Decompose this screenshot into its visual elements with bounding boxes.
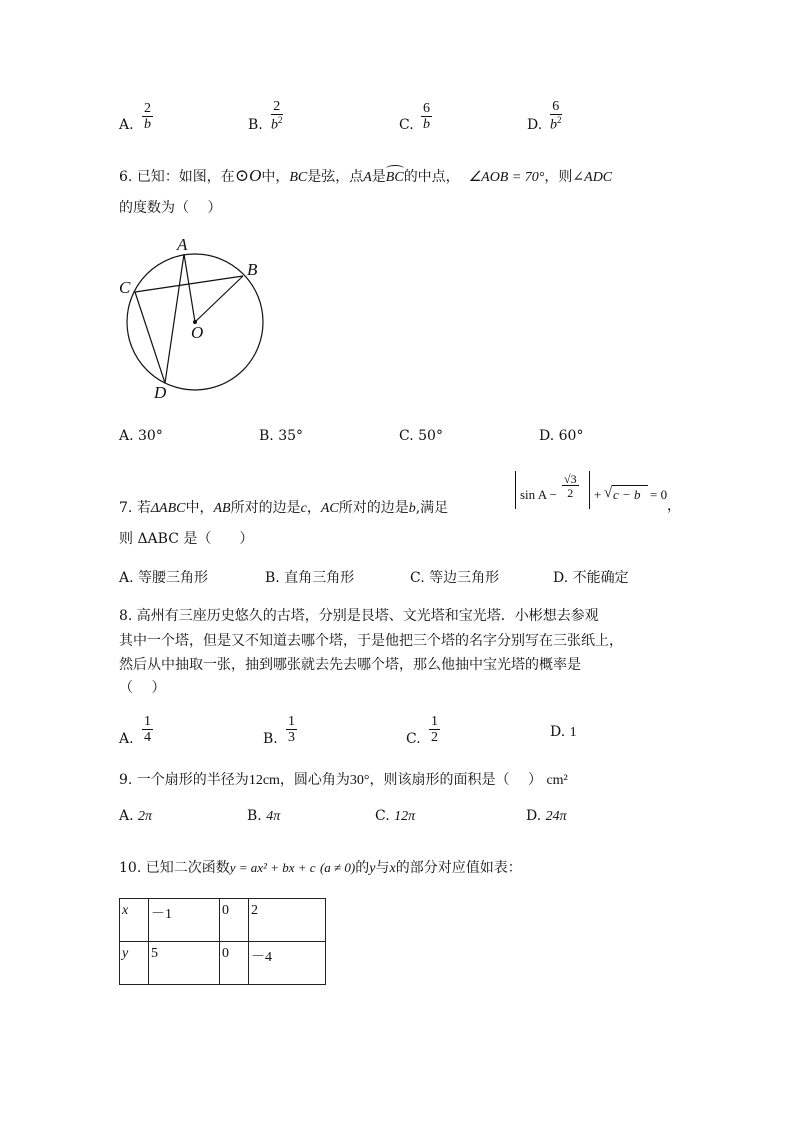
q6-stem-line2: 的度数为（ ） xyxy=(119,200,222,216)
label-d: D xyxy=(154,383,167,402)
q5-option-b-letter: B. xyxy=(248,117,263,133)
q7-stem-line1: 7. 若ΔABC中，AB所对的边是c，AC所对的边是b,满足 xyxy=(119,500,449,516)
q8-option-d: D. 1 xyxy=(550,724,577,740)
chord-ad xyxy=(165,254,184,383)
q9-stem: 9. 一个扇形的半径为12cm，圆心角为30°，则该扇形的面积是（ ） cm² xyxy=(119,772,568,788)
radius-oa xyxy=(184,254,195,322)
q10-stem: 10. 已知二次函数y = ax² + bx + c (a ≠ 0)的y与x的部分对应值如表： xyxy=(119,860,522,876)
q5-option-b-fraction: $\frac{2}{b^2}$ xyxy=(271,99,283,133)
q5-option-d-letter: D. xyxy=(527,117,543,133)
table-row xyxy=(120,942,326,985)
q8-option-b-fraction: $\frac{1}{3}$ xyxy=(288,714,295,745)
table-cell: 2 xyxy=(249,899,326,942)
q5-option-c-fraction: $\frac{6}{b}$ xyxy=(423,101,430,132)
q5-option-c-letter: C. xyxy=(399,117,414,133)
q9-option-b: B. 4π xyxy=(247,808,281,824)
q7-option-d: D. 不能确定 xyxy=(553,570,629,586)
q10-value-table xyxy=(119,898,326,985)
table-cell: x xyxy=(120,899,149,942)
q8-stem-line4: （ ） xyxy=(119,680,166,696)
q8-stem-line3: 然后从中抽取一张，抽到哪张就去先去哪个塔，那么他抽中宝光塔的概率是 xyxy=(119,657,581,673)
q9-option-c: C. 12π xyxy=(375,808,416,824)
q8-option-c-letter: C. xyxy=(406,731,421,747)
label-a: A xyxy=(177,235,188,254)
table-cell: －4 xyxy=(249,942,326,985)
chord-cd xyxy=(135,292,165,383)
q5-option-a-fraction: $\frac{2}{b}$ xyxy=(144,101,151,132)
q9-option-d: D. 24π xyxy=(526,808,567,824)
q8-option-b-letter: B. xyxy=(263,731,278,747)
label-b: B xyxy=(247,260,258,279)
q8-option-a-fraction: $\frac{1}{4}$ xyxy=(144,714,151,745)
q8-stem-line1: 8. 高州有三座历史悠久的古塔，分别是艮塔、文光塔和宝光塔．小彬想去参观 xyxy=(119,608,599,624)
label-c: C xyxy=(119,278,131,297)
q7-option-a: A. 等腰三角形 xyxy=(119,570,209,586)
label-o: O xyxy=(191,323,204,342)
q5-option-a-letter: A. xyxy=(119,117,134,133)
q9-option-a: A. 2π xyxy=(119,808,153,824)
q6-stem-line1: 6. 已知：如图，在⊙O中，BC是弦，点A是 BC的中点， ∠AOB = 70°，则∠ADC xyxy=(119,166,613,186)
arc-bc: BC xyxy=(386,170,404,186)
q6-option-d: D. 60° xyxy=(539,428,584,444)
table-cell: y xyxy=(120,942,149,985)
q8-option-a-letter: A. xyxy=(119,731,134,747)
q6-option-b: B. 35° xyxy=(259,428,304,444)
radius-ob xyxy=(195,276,243,322)
q6-circle-figure xyxy=(110,232,280,404)
q6-option-a: A. 30° xyxy=(119,428,163,444)
table-cell: 0 xyxy=(220,942,249,985)
q8-option-c-fraction: $\frac{1}{2}$ xyxy=(431,714,438,745)
q7-option-b: B. 直角三角形 xyxy=(265,570,355,586)
q7-formula: sin A − $\frac{√3}{2}$ + √ c − b = 0 ， xyxy=(513,469,673,515)
q8-stem-line2: 其中一个塔，但是又不知道去哪个塔，于是他把三个塔的名字分别写在三张纸上， xyxy=(119,633,623,649)
q6-option-c: C. 50° xyxy=(399,428,443,444)
table-row xyxy=(120,899,326,942)
table-cell: 0 xyxy=(220,899,249,942)
q5-option-d-fraction: $\frac{6}{b^2}$ xyxy=(550,99,562,133)
q7-option-c: C. 等边三角形 xyxy=(410,570,500,586)
q7-stem-line2: 则 ΔABC 是（ ） xyxy=(119,531,254,547)
table-cell: －1 xyxy=(149,899,220,942)
table-cell: 5 xyxy=(149,942,220,985)
